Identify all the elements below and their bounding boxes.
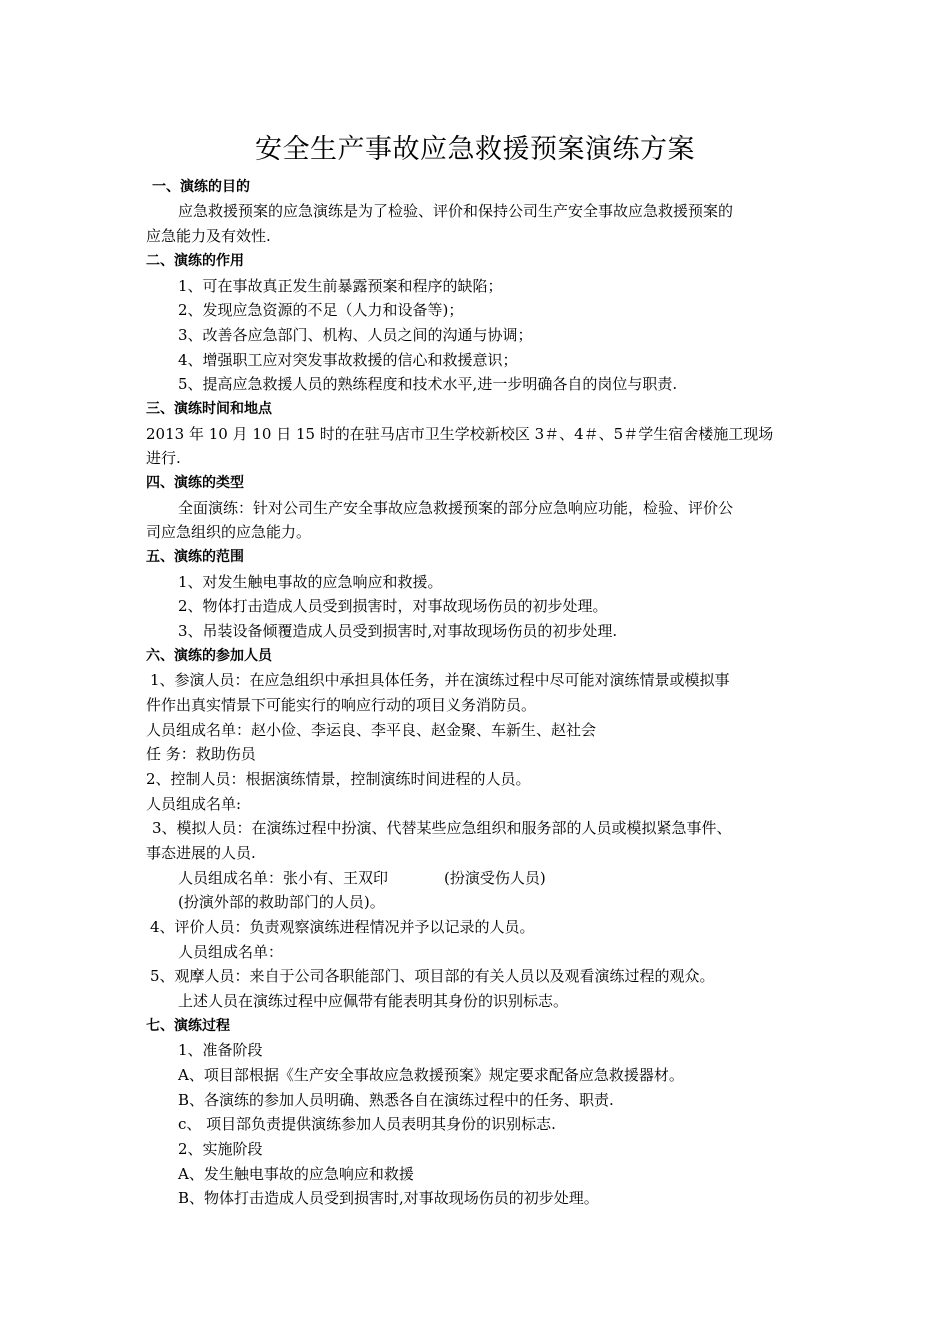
paragraph-line: 应急救援预案的应急演练是为了检验、评价和保持公司生产安全事故应急救援预案的: [178, 202, 734, 220]
paragraph-line: 应急能力及有效性.: [146, 227, 271, 245]
list-item: 3、吊装设备倾覆造成人员受到损害时,对事故现场伤员的初步处理.: [178, 622, 618, 640]
list-item: 2、实施阶段: [178, 1140, 263, 1158]
paragraph-line: 司应急组织的应急能力。: [146, 523, 312, 541]
list-item: B、各演练的参加人员明确、熟悉各自在演练过程中的任务、职责.: [178, 1091, 614, 1109]
list-item: c、 项目部负责提供演练参加人员表明其身份的识别标志.: [178, 1115, 556, 1133]
paragraph-line: (扮演外部的救助部门的人员)。: [178, 893, 385, 911]
paragraph-line: 4、评价人员：负责观察演练进程情况并予以记录的人员。: [150, 918, 535, 936]
paragraph-line: 5、观摩人员：来自于公司各职能部门、项目部的有关人员以及观看演练过程的观众。: [150, 967, 715, 985]
list-item: 2、物体打击造成人员受到损害时，对事故现场伤员的初步处理。: [178, 597, 608, 615]
section-heading-participants: 六、演练的参加人员: [146, 648, 272, 664]
paragraph-line: 上述人员在演练过程中应佩带有能表明其身份的识别标志。: [178, 992, 569, 1010]
section-heading-scope: 五、演练的范围: [146, 549, 244, 565]
paragraph-line: 2013 年 10 月 10 日 15 时的在驻马店市卫生学校新校区 3＃、4＃、5＃学生宿舍楼施工现场: [146, 425, 774, 443]
paragraph-line: 件作出真实情景下可能实行的响应行动的项目义务消防员。: [146, 696, 537, 714]
paragraph-line: 2、控制人员：根据演练情景，控制演练时间进程的人员。: [146, 770, 531, 788]
list-item: 1、准备阶段: [178, 1041, 263, 1059]
list-item: 4、增强职工应对突发事故救援的信心和救援意识；: [178, 351, 518, 369]
paragraph-line: 任 务：救助伤员: [146, 745, 256, 763]
list-item: 2、发现应急资源的不足（人力和设备等)；: [178, 301, 464, 319]
paragraph-line: 事态进展的人员.: [146, 844, 256, 862]
section-heading-function: 二、演练的作用: [146, 253, 244, 269]
list-item: 3、改善各应急部门、机构、人员之间的沟通与协调；: [178, 326, 533, 344]
section-heading-time-place: 三、演练时间和地点: [146, 401, 272, 417]
list-item: 1、对发生触电事故的应急响应和救援。: [178, 573, 443, 591]
paragraph-note: (扮演受伤人员): [444, 869, 546, 887]
paragraph-line: 进行.: [146, 449, 181, 467]
paragraph-line: 人员组成名单:: [146, 795, 242, 813]
paragraph-line: 人员组成名单：张小有、王双印: [178, 869, 389, 887]
list-item: 1、可在事故真正发生前暴露预案和程序的缺陷；: [178, 277, 503, 295]
list-item: 5、提高应急救援人员的熟练程度和技术水平,进一步明确各自的岗位与职责.: [178, 375, 678, 393]
paragraph-line: 全面演练：针对公司生产安全事故应急救援预案的部分应急响应功能，检验、评价公: [178, 499, 734, 517]
list-item: A、项目部根据《生产安全事故应急救援预案》规定要求配备应急救援器材。: [178, 1066, 684, 1084]
paragraph-line: 3、模拟人员：在演练过程中扮演、代替某些应急组织和服务部的人员或模拟紧急事件、: [152, 819, 732, 837]
paragraph-line: 人员组成名单：: [178, 943, 284, 961]
paragraph-line: 人员组成名单：赵小俭、李运良、李平良、赵金聚、车新生、赵社会: [146, 721, 597, 739]
list-item: B、物体打击造成人员受到损害时,对事故现场伤员的初步处理。: [178, 1189, 599, 1207]
section-heading-type: 四、演练的类型: [146, 475, 244, 491]
list-item: A、发生触电事故的应急响应和救援: [178, 1165, 414, 1183]
page-title: 安全生产事故应急救援预案演练方案: [255, 134, 695, 165]
paragraph-line: 1、参演人员：在应急组织中承担具体任务，并在演练过程中尽可能对演练情景或模拟事: [150, 671, 730, 689]
section-heading-process: 七、演练过程: [146, 1018, 230, 1034]
section-heading-purpose: 一、演练的目的: [152, 179, 250, 195]
